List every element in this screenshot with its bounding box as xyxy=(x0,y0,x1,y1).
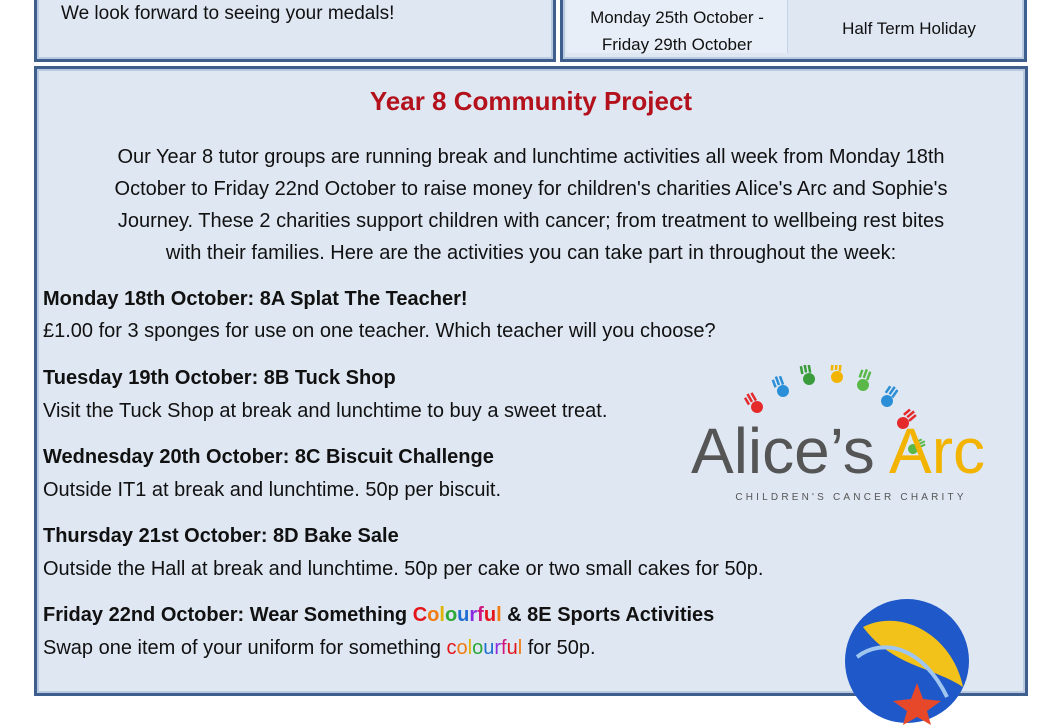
colourful-letter: l xyxy=(439,604,445,626)
friday-detail-start: Swap one item of your uniform for something xyxy=(43,637,447,659)
colourful-letter: u xyxy=(506,637,518,659)
project-title: Year 8 Community Project xyxy=(369,86,693,116)
colourful-word xyxy=(447,637,523,659)
term-dates-panel xyxy=(560,0,1027,62)
medals-message: We look forward to seeing your medals! xyxy=(61,3,395,24)
monday-activity-detail: £1.00 for 3 sponges for use on one teacher. Which teacher will you choose? xyxy=(43,320,716,342)
colourful-letter: l xyxy=(467,637,473,659)
colourful-word xyxy=(413,604,502,626)
colourful-letter: r xyxy=(494,637,502,659)
holiday-end-date: Friday 29th October xyxy=(601,35,753,54)
thursday-activity-heading: Thursday 21st October: 8D Bake Sale xyxy=(43,525,399,547)
intro-line: Our Year 8 tutor groups are running break and lunchtime activities all week from Monday 18th xyxy=(117,146,945,168)
tuesday-activity-heading: Tuesday 19th October: 8B Tuck Shop xyxy=(43,367,396,389)
sports-ball-starfish-logo xyxy=(843,597,971,725)
friday-detail-end: for 50p. xyxy=(522,637,596,659)
colourful-letter: o xyxy=(456,637,468,659)
colourful-letter: o xyxy=(472,637,484,659)
medals-panel xyxy=(34,0,556,62)
thursday-activity-detail: Outside the Hall at break and lunchtime. 50p per cake or two small cakes for 50p. xyxy=(43,558,764,580)
colourful-letter: u xyxy=(483,604,497,626)
intro-line: with their families. Here are the activities you can take part in throughout the week: xyxy=(165,242,897,264)
colourful-letter: o xyxy=(427,604,440,626)
colourful-letter: l xyxy=(517,637,523,659)
friday-activity-detail xyxy=(43,637,596,660)
colourful-letter: l xyxy=(496,604,502,626)
colourful-letter: f xyxy=(501,637,507,659)
holiday-label: Half Term Holiday xyxy=(842,19,976,38)
alices-arc-logo xyxy=(691,365,1011,505)
colourful-letter: o xyxy=(444,604,458,626)
colourful-letter: u xyxy=(457,604,470,626)
colourful-letter: f xyxy=(477,604,484,626)
friday-heading-start: Friday 22nd October: Wear Something xyxy=(43,604,413,626)
intro-line: October to Friday 22nd October to raise money for children's charities Alice's Arc and Sophie's xyxy=(114,178,948,200)
wednesday-activity-detail: Outside IT1 at break and lunchtime. 50p per biscuit. xyxy=(43,479,502,501)
wednesday-activity-heading: Wednesday 20th October: 8C Biscuit Challenge xyxy=(43,446,494,468)
holiday-dates-cell xyxy=(567,0,788,53)
community-project-panel xyxy=(34,66,1028,696)
colourful-letter: C xyxy=(412,604,428,626)
colourful-letter: u xyxy=(483,637,495,659)
colourful-letter: r xyxy=(469,604,478,626)
alices-arc-wordmark: Alice’s Arc xyxy=(691,415,986,487)
friday-heading-end: & 8E Sports Activities xyxy=(501,604,715,626)
intro-line: Journey. These 2 charities support children with cancer; from treatment to wellbeing rest bites xyxy=(117,210,945,232)
tuesday-activity-detail: Visit the Tuck Shop at break and lunchtime to buy a sweet treat. xyxy=(43,400,608,422)
monday-activity-heading: Monday 18th October: 8A Splat The Teacher! xyxy=(43,288,468,310)
alices-arc-tagline: CHILDREN'S CANCER CHARITY xyxy=(735,492,967,503)
colourful-letter: c xyxy=(446,637,457,659)
friday-activity-heading xyxy=(43,604,714,627)
holiday-start-date: Monday 25th October - xyxy=(590,8,764,27)
